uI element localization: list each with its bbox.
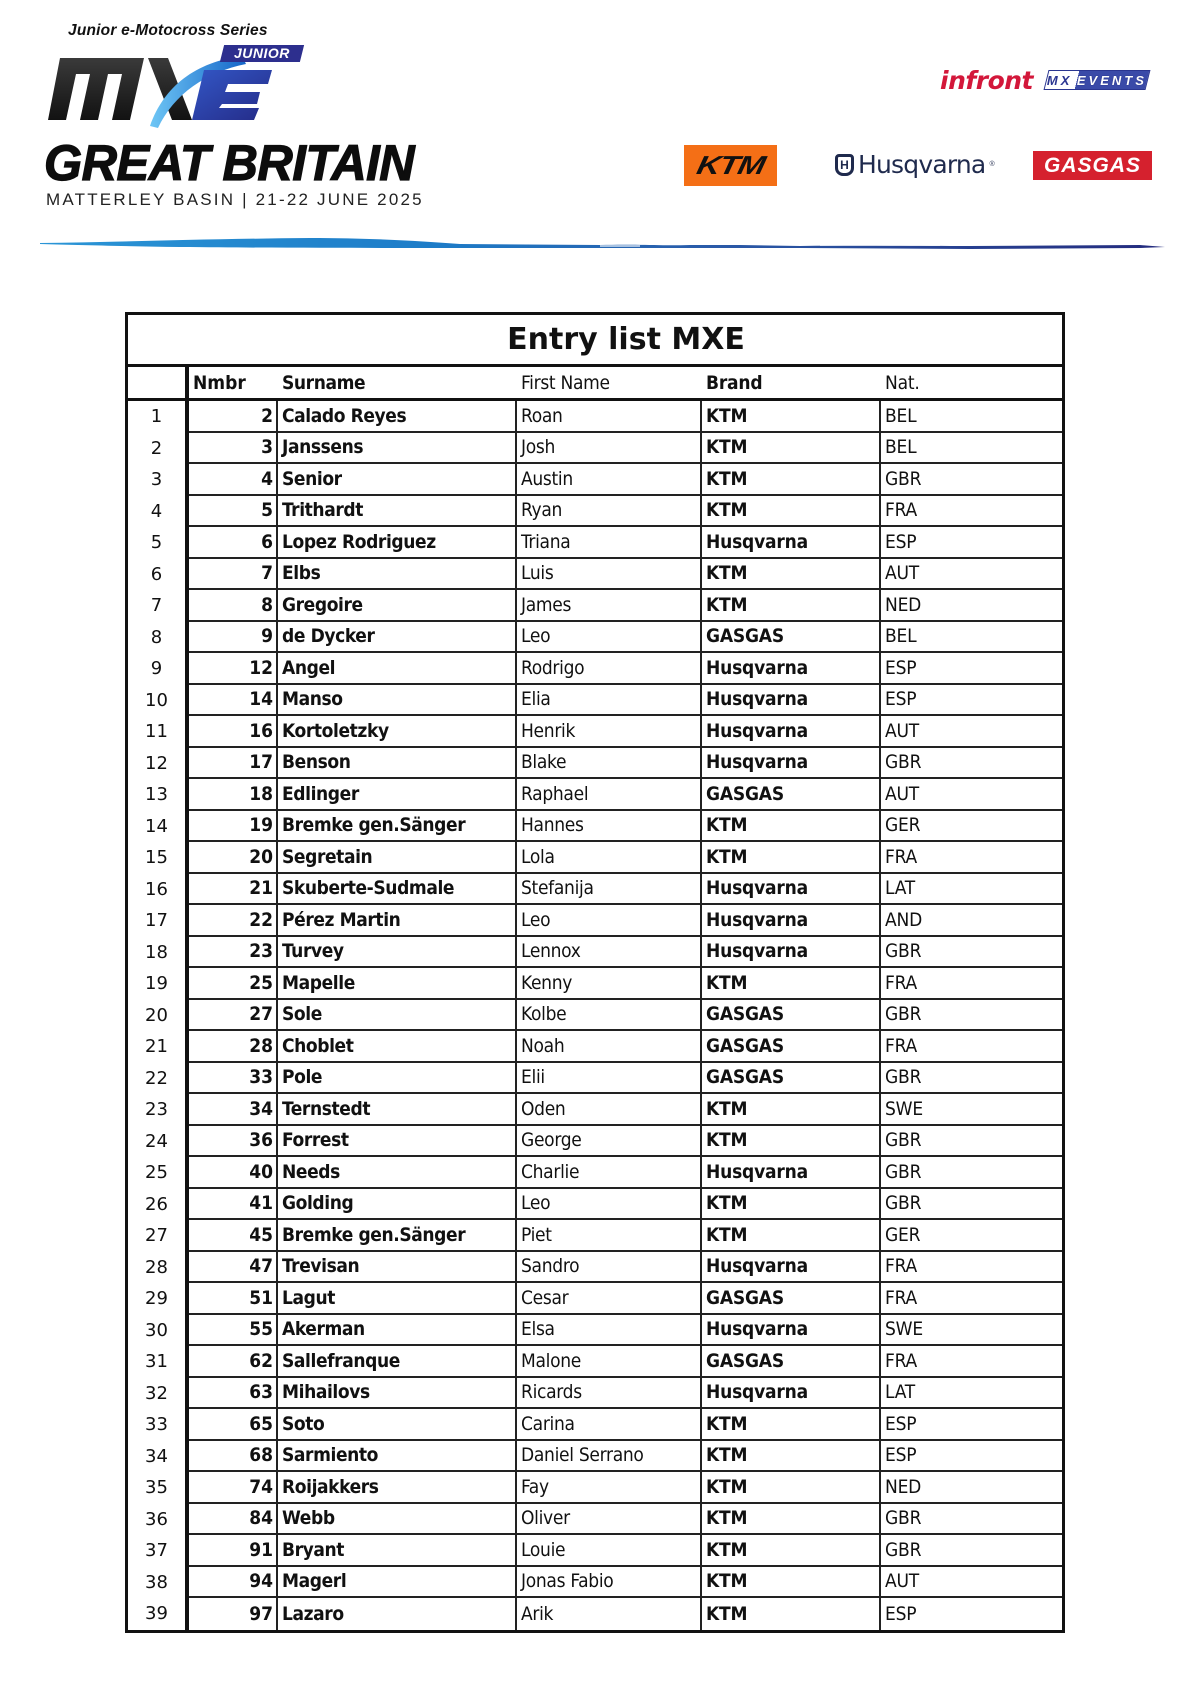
rider-nationality: SWE [881, 1094, 1062, 1126]
rider-position: 30 [128, 1315, 189, 1347]
rider-number: 34 [189, 1094, 278, 1126]
rider-first-name: Cesar [517, 1283, 702, 1315]
rider-number: 14 [189, 685, 278, 717]
rider-number: 63 [189, 1378, 278, 1410]
rider-first-name: Oliver [517, 1504, 702, 1536]
series-name: Junior e-Motocross Series [68, 22, 268, 39]
rider-first-name: Lennox [517, 937, 702, 969]
rider-first-name: Jonas Fabio [517, 1567, 702, 1599]
rider-nationality: AND [881, 905, 1062, 937]
table-row [128, 1189, 1062, 1221]
rider-number: 33 [189, 1063, 278, 1095]
rider-first-name: Charlie [517, 1157, 702, 1189]
table-row [128, 1378, 1062, 1410]
rider-brand: GASGAS [702, 1000, 881, 1032]
rider-position: 38 [128, 1567, 189, 1599]
rider-surname: Trithardt [278, 496, 517, 528]
rider-number: 2 [189, 401, 278, 433]
rider-number: 36 [189, 1126, 278, 1158]
rider-number: 94 [189, 1567, 278, 1599]
rider-first-name: Triana [517, 527, 702, 559]
table-row [128, 779, 1062, 811]
rider-first-name: Raphael [517, 779, 702, 811]
rider-first-name: Oden [517, 1094, 702, 1126]
rider-nationality: NED [881, 1472, 1062, 1504]
rider-number: 3 [189, 433, 278, 465]
rider-position: 24 [128, 1126, 189, 1158]
rider-position: 2 [128, 433, 189, 465]
rider-surname: Bremke gen.Sänger [278, 811, 517, 843]
rider-position: 1 [128, 401, 189, 433]
rider-brand: KTM [702, 1535, 881, 1567]
table-row [128, 1000, 1062, 1032]
rider-position: 28 [128, 1252, 189, 1284]
rider-surname: Webb [278, 1504, 517, 1536]
rider-brand: Husqvarna [702, 527, 881, 559]
rider-position: 13 [128, 779, 189, 811]
rider-nationality: GBR [881, 1157, 1062, 1189]
rider-position: 7 [128, 590, 189, 622]
table-row [128, 1504, 1062, 1536]
infront-logo: infront [940, 66, 1033, 95]
rider-position: 29 [128, 1283, 189, 1315]
rider-position: 37 [128, 1535, 189, 1567]
rider-nationality: GBR [881, 937, 1062, 969]
rider-nationality: GBR [881, 1504, 1062, 1536]
mx-events-logo: MX EVENTS [1044, 70, 1151, 90]
logo-letter-e [192, 70, 272, 120]
rider-brand: GASGAS [702, 1031, 881, 1063]
table-row [128, 464, 1062, 496]
table-row [128, 1409, 1062, 1441]
rider-brand: KTM [702, 1220, 881, 1252]
rider-nationality: GBR [881, 1000, 1062, 1032]
rider-nationality: FRA [881, 1252, 1062, 1284]
rider-number: 40 [189, 1157, 278, 1189]
rider-first-name: Elia [517, 685, 702, 717]
rider-nationality: GBR [881, 464, 1062, 496]
rider-brand: KTM [702, 1094, 881, 1126]
rider-number: 68 [189, 1441, 278, 1473]
rider-nationality: AUT [881, 559, 1062, 591]
table-row [128, 1283, 1062, 1315]
husqvarna-crown-icon: H [835, 154, 854, 176]
rider-brand: KTM [702, 590, 881, 622]
rider-number: 12 [189, 653, 278, 685]
rider-position: 5 [128, 527, 189, 559]
table-row [128, 653, 1062, 685]
table-row [128, 433, 1062, 465]
rider-nationality: SWE [881, 1315, 1062, 1347]
rider-first-name: Henrik [517, 716, 702, 748]
rider-first-name: Elsa [517, 1315, 702, 1347]
rider-first-name: Blake [517, 748, 702, 780]
rider-brand: Husqvarna [702, 748, 881, 780]
rider-number: 47 [189, 1252, 278, 1284]
table-row [128, 527, 1062, 559]
rider-nationality: ESP [881, 685, 1062, 717]
rider-nationality: GER [881, 811, 1062, 843]
rider-number: 65 [189, 1409, 278, 1441]
rider-number: 27 [189, 1000, 278, 1032]
rider-first-name: Rodrigo [517, 653, 702, 685]
rider-brand: KTM [702, 1567, 881, 1599]
rider-first-name: Ricards [517, 1378, 702, 1410]
rider-brand: Husqvarna [702, 1378, 881, 1410]
rider-nationality: LAT [881, 1378, 1062, 1410]
rider-number: 97 [189, 1598, 278, 1630]
column-header-brand: Brand [706, 371, 763, 394]
rider-surname: Magerl [278, 1567, 517, 1599]
rider-first-name: Josh [517, 433, 702, 465]
rider-position: 21 [128, 1031, 189, 1063]
rider-nationality: FRA [881, 496, 1062, 528]
rider-surname: Sarmiento [278, 1441, 517, 1473]
rider-position: 3 [128, 464, 189, 496]
rider-position: 20 [128, 1000, 189, 1032]
rider-surname: Soto [278, 1409, 517, 1441]
table-row [128, 590, 1062, 622]
rider-surname: Segretain [278, 842, 517, 874]
ktm-logo: KTM [684, 145, 777, 186]
rider-surname: Akerman [278, 1315, 517, 1347]
table-row [128, 1126, 1062, 1158]
rider-number: 4 [189, 464, 278, 496]
rider-first-name: Lola [517, 842, 702, 874]
rider-nationality: BEL [881, 433, 1062, 465]
rider-number: 8 [189, 590, 278, 622]
rider-position: 19 [128, 968, 189, 1000]
rider-position: 35 [128, 1472, 189, 1504]
logo-letter-m [48, 58, 144, 120]
rider-first-name: Hannes [517, 811, 702, 843]
rider-number: 23 [189, 937, 278, 969]
table-row [128, 1346, 1062, 1378]
rider-number: 20 [189, 842, 278, 874]
rider-surname: Turvey [278, 937, 517, 969]
rider-brand: Husqvarna [702, 1315, 881, 1347]
rider-surname: Manso [278, 685, 517, 717]
rider-first-name: Stefanija [517, 874, 702, 906]
rider-brand: KTM [702, 1441, 881, 1473]
table-row [128, 811, 1062, 843]
rider-surname: Trevisan [278, 1252, 517, 1284]
rider-brand: KTM [702, 1598, 881, 1630]
rider-brand: Husqvarna [702, 937, 881, 969]
rider-surname: Needs [278, 1157, 517, 1189]
table-row [128, 748, 1062, 780]
table-body [128, 401, 1062, 1630]
rider-nationality: NED [881, 590, 1062, 622]
rider-position: 8 [128, 622, 189, 654]
rider-surname: Pérez Martin [278, 905, 517, 937]
table-row [128, 1252, 1062, 1284]
rider-brand: Husqvarna [702, 716, 881, 748]
column-header-surname: Surname [282, 371, 366, 394]
rider-nationality: BEL [881, 401, 1062, 433]
rider-surname: Skuberte-Sudmale [278, 874, 517, 906]
column-header-number: Nmbr [193, 371, 246, 394]
rider-surname: Bryant [278, 1535, 517, 1567]
rider-first-name: James [517, 590, 702, 622]
rider-first-name: Kenny [517, 968, 702, 1000]
table-row [128, 1094, 1062, 1126]
rider-number: 9 [189, 622, 278, 654]
rider-position: 9 [128, 653, 189, 685]
rider-first-name: Carina [517, 1409, 702, 1441]
rider-nationality: GBR [881, 1126, 1062, 1158]
rider-surname: Benson [278, 748, 517, 780]
table-row [128, 1315, 1062, 1347]
rider-position: 14 [128, 811, 189, 843]
rider-first-name: George [517, 1126, 702, 1158]
rider-number: 18 [189, 779, 278, 811]
rider-position: 23 [128, 1094, 189, 1126]
event-subtitle: MATTERLEY BASIN | 21-22 JUNE 2025 [46, 190, 424, 209]
rider-surname: Lagut [278, 1283, 517, 1315]
table-row [128, 968, 1062, 1000]
rider-number: 51 [189, 1283, 278, 1315]
rider-number: 28 [189, 1031, 278, 1063]
rider-number: 45 [189, 1220, 278, 1252]
rider-number: 21 [189, 874, 278, 906]
rider-surname: Sallefranque [278, 1346, 517, 1378]
rider-first-name: Luis [517, 559, 702, 591]
rider-number: 19 [189, 811, 278, 843]
rider-nationality: ESP [881, 653, 1062, 685]
rider-brand: KTM [702, 1126, 881, 1158]
rider-brand: Husqvarna [702, 874, 881, 906]
rider-position: 27 [128, 1220, 189, 1252]
rider-number: 74 [189, 1472, 278, 1504]
rider-nationality: GBR [881, 1189, 1062, 1221]
rider-nationality: ESP [881, 1409, 1062, 1441]
rider-surname: Edlinger [278, 779, 517, 811]
table-row [128, 1598, 1062, 1630]
rider-number: 91 [189, 1535, 278, 1567]
column-header-rank [128, 367, 189, 398]
rider-position: 22 [128, 1063, 189, 1095]
rider-first-name: Noah [517, 1031, 702, 1063]
rider-surname: Mihailovs [278, 1378, 517, 1410]
rider-brand: GASGAS [702, 1063, 881, 1095]
column-header-nationality: Nat. [885, 371, 920, 394]
rider-surname: Angel [278, 653, 517, 685]
table-row [128, 685, 1062, 717]
table-row [128, 1220, 1062, 1252]
rider-position: 10 [128, 685, 189, 717]
column-header-first-name: First Name [521, 371, 610, 394]
rider-nationality: AUT [881, 716, 1062, 748]
rider-first-name: Sandro [517, 1252, 702, 1284]
table-row [128, 559, 1062, 591]
rider-first-name: Piet [517, 1220, 702, 1252]
rider-first-name: Leo [517, 1189, 702, 1221]
rider-nationality: FRA [881, 842, 1062, 874]
rider-surname: Pole [278, 1063, 517, 1095]
event-title: GREAT BRITAIN [44, 135, 415, 191]
rider-brand: Husqvarna [702, 1157, 881, 1189]
rider-brand: KTM [702, 401, 881, 433]
table-row [128, 842, 1062, 874]
rider-position: 31 [128, 1346, 189, 1378]
rider-number: 55 [189, 1315, 278, 1347]
table-title: Entry list MXE [128, 315, 1062, 367]
rider-position: 12 [128, 748, 189, 780]
rider-surname: Calado Reyes [278, 401, 517, 433]
table-row [128, 1063, 1062, 1095]
rider-first-name: Malone [517, 1346, 702, 1378]
rider-brand: GASGAS [702, 622, 881, 654]
rider-number: 17 [189, 748, 278, 780]
rider-first-name: Ryan [517, 496, 702, 528]
rider-surname: Senior [278, 464, 517, 496]
rider-number: 62 [189, 1346, 278, 1378]
rider-nationality: ESP [885, 1602, 917, 1625]
rider-position: 15 [128, 842, 189, 874]
rider-brand: KTM [702, 496, 881, 528]
rider-position: 34 [128, 1441, 189, 1473]
rider-brand: Husqvarna [702, 905, 881, 937]
rider-position: 33 [128, 1409, 189, 1441]
table-row [128, 1157, 1062, 1189]
rider-nationality: FRA [881, 1283, 1062, 1315]
rider-number: 16 [189, 716, 278, 748]
brush-stroke-divider [40, 236, 1165, 250]
rider-surname: Sole [278, 1000, 517, 1032]
rider-position: 18 [128, 937, 189, 969]
rider-surname: Golding [278, 1189, 517, 1221]
rider-brand: KTM [702, 1409, 881, 1441]
junior-badge: JUNIOR [220, 45, 304, 62]
rider-position: 16 [128, 874, 189, 906]
rider-brand: KTM [702, 1472, 881, 1504]
table-row [128, 401, 1062, 433]
rider-first-name: Arik [517, 1598, 702, 1630]
rider-surname: Janssens [278, 433, 517, 465]
entry-list-table [125, 312, 1065, 1633]
rider-surname: Choblet [278, 1031, 517, 1063]
rider-position: 39 [128, 1598, 189, 1630]
rider-position: 6 [128, 559, 189, 591]
rider-brand: KTM [702, 968, 881, 1000]
rider-nationality: ESP [881, 1441, 1062, 1473]
rider-nationality: LAT [881, 874, 1062, 906]
table-row [128, 1441, 1062, 1473]
rider-nationality: FRA [881, 1031, 1062, 1063]
rider-brand: GASGAS [702, 1346, 881, 1378]
rider-surname: Roijakkers [278, 1472, 517, 1504]
husqvarna-logo: H Husqvarna ® [835, 150, 995, 179]
rider-position: 25 [128, 1157, 189, 1189]
table-row [128, 905, 1062, 937]
rider-brand: KTM [702, 559, 881, 591]
rider-surname: Kortoletzky [278, 716, 517, 748]
rider-first-name: Austin [517, 464, 702, 496]
table-row [128, 1472, 1062, 1504]
rider-nationality: FRA [881, 968, 1062, 1000]
rider-nationality: FRA [881, 1346, 1062, 1378]
rider-first-name: Roan [517, 401, 702, 433]
rider-position: 36 [128, 1504, 189, 1536]
rider-nationality: ESP [881, 527, 1062, 559]
table-row [128, 622, 1062, 654]
rider-number: 6 [189, 527, 278, 559]
rider-brand: GASGAS [702, 779, 881, 811]
table-row [128, 937, 1062, 969]
table-row [128, 1535, 1062, 1567]
rider-first-name: Louie [517, 1535, 702, 1567]
rider-position: 17 [128, 905, 189, 937]
table-header-row [128, 367, 1062, 401]
rider-surname: Ternstedt [278, 1094, 517, 1126]
rider-surname: Gregoire [278, 590, 517, 622]
rider-brand: GASGAS [702, 1283, 881, 1315]
rider-surname: Lopez Rodriguez [278, 527, 517, 559]
rider-brand: KTM [702, 464, 881, 496]
rider-first-name: Daniel Serrano [517, 1441, 702, 1473]
table-row [128, 874, 1062, 906]
rider-nationality: GBR [881, 1063, 1062, 1095]
rider-position: 4 [128, 496, 189, 528]
table-row [128, 496, 1062, 528]
rider-surname: Lazaro [278, 1598, 517, 1630]
rider-nationality: GBR [881, 1535, 1062, 1567]
rider-number: 25 [189, 968, 278, 1000]
rider-nationality: GER [881, 1220, 1062, 1252]
rider-brand: Husqvarna [702, 685, 881, 717]
rider-brand: KTM [702, 1504, 881, 1536]
rider-number: 7 [189, 559, 278, 591]
rider-number: 84 [189, 1504, 278, 1536]
rider-first-name: Leo [517, 622, 702, 654]
rider-number: 5 [189, 496, 278, 528]
rider-first-name: Leo [517, 905, 702, 937]
rider-brand: Husqvarna [702, 1252, 881, 1284]
rider-first-name: Elii [517, 1063, 702, 1095]
rider-nationality: AUT [881, 1567, 1062, 1599]
rider-position: 32 [128, 1378, 189, 1410]
rider-surname: Bremke gen.Sänger [278, 1220, 517, 1252]
rider-brand: KTM [702, 811, 881, 843]
rider-surname: de Dycker [278, 622, 517, 654]
table-row [128, 1031, 1062, 1063]
rider-nationality: AUT [881, 779, 1062, 811]
rider-surname: Forrest [278, 1126, 517, 1158]
rider-position: 26 [128, 1189, 189, 1221]
rider-nationality: BEL [881, 622, 1062, 654]
gasgas-logo: GASGAS [1033, 151, 1152, 180]
rider-brand: Husqvarna [702, 653, 881, 685]
rider-number: 22 [189, 905, 278, 937]
table-row [128, 716, 1062, 748]
rider-brand: KTM [702, 842, 881, 874]
rider-number: 41 [189, 1189, 278, 1221]
rider-first-name: Kolbe [517, 1000, 702, 1032]
rider-first-name: Fay [517, 1472, 702, 1504]
rider-surname: Elbs [278, 559, 517, 591]
table-row [128, 1567, 1062, 1599]
rider-position: 11 [128, 716, 189, 748]
rider-brand: KTM [702, 1189, 881, 1221]
rider-surname: Mapelle [278, 968, 517, 1000]
rider-brand: KTM [702, 433, 881, 465]
rider-nationality: GBR [881, 748, 1062, 780]
